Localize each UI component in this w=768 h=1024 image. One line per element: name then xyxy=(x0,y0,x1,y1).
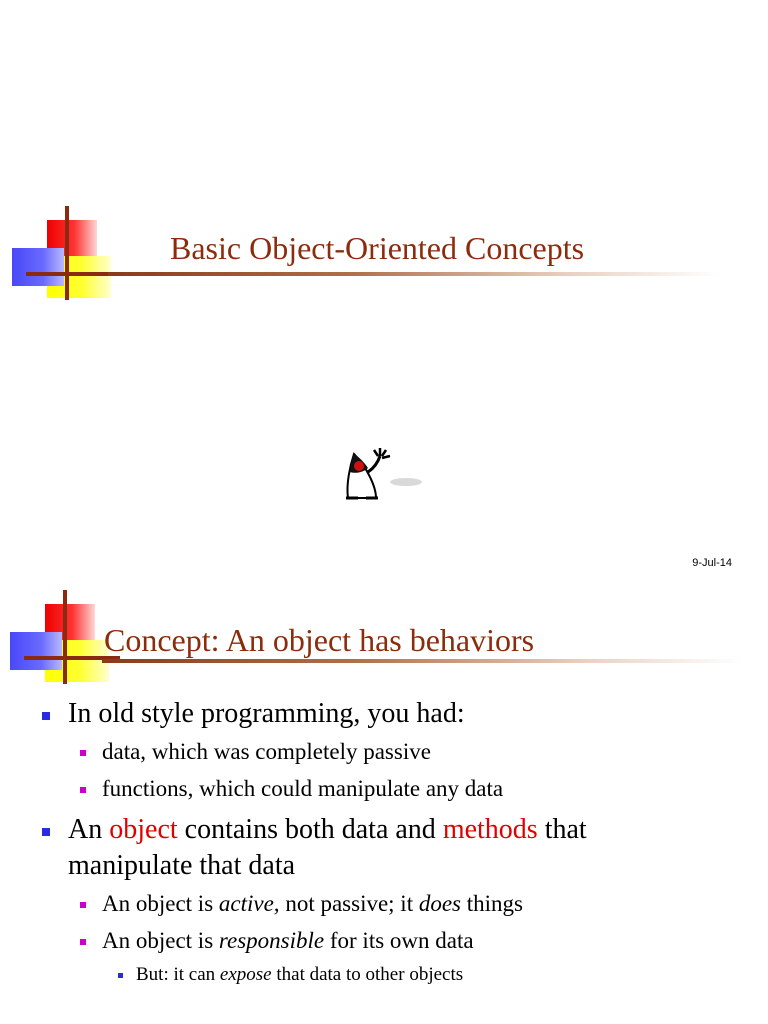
bullet-square-icon xyxy=(42,828,50,836)
bullet-data-passive: data, which was completely passive xyxy=(102,739,431,765)
slide1-date: 9-Jul-14 xyxy=(692,557,732,569)
bullet-square-icon xyxy=(80,750,86,756)
bullet-functions: functions, which could manipulate any data xyxy=(102,776,503,802)
logo-blue-square xyxy=(10,632,62,670)
bullet-square-icon xyxy=(80,787,86,793)
bullet-responsible: An object is responsible for its own data xyxy=(102,928,474,954)
logo-blue-square xyxy=(12,248,64,286)
bullet-square-icon xyxy=(80,939,86,945)
duke-mascot-icon xyxy=(340,446,424,506)
slide2-title: Concept: An object has behaviors xyxy=(104,622,535,658)
bullet-square-icon xyxy=(42,712,50,720)
bullet-square-icon xyxy=(118,973,123,978)
bullet-expose: But: it can expose that data to other objects xyxy=(136,964,463,986)
logo-vertical-line xyxy=(63,590,67,684)
bullet-active: An object is active, not passive; it does things xyxy=(102,891,523,917)
keyword-object: object xyxy=(109,814,178,845)
slide2-title-rule xyxy=(102,659,742,663)
slide1-logo xyxy=(12,206,112,306)
logo-vertical-line xyxy=(65,206,69,300)
bullet-square-icon xyxy=(80,902,86,908)
bullet-object-contains: An object contains both data and methods that xyxy=(68,814,587,846)
keyword-methods: methods xyxy=(442,814,538,845)
slide1-title: Basic Object-Oriented Concepts xyxy=(170,230,585,266)
bullet-old-style: In old style programming, you had: xyxy=(68,698,465,730)
slide2-logo xyxy=(10,590,110,690)
slide1-title-rule xyxy=(108,272,720,276)
bullet-object-contains-line2: manipulate that data xyxy=(68,850,296,881)
